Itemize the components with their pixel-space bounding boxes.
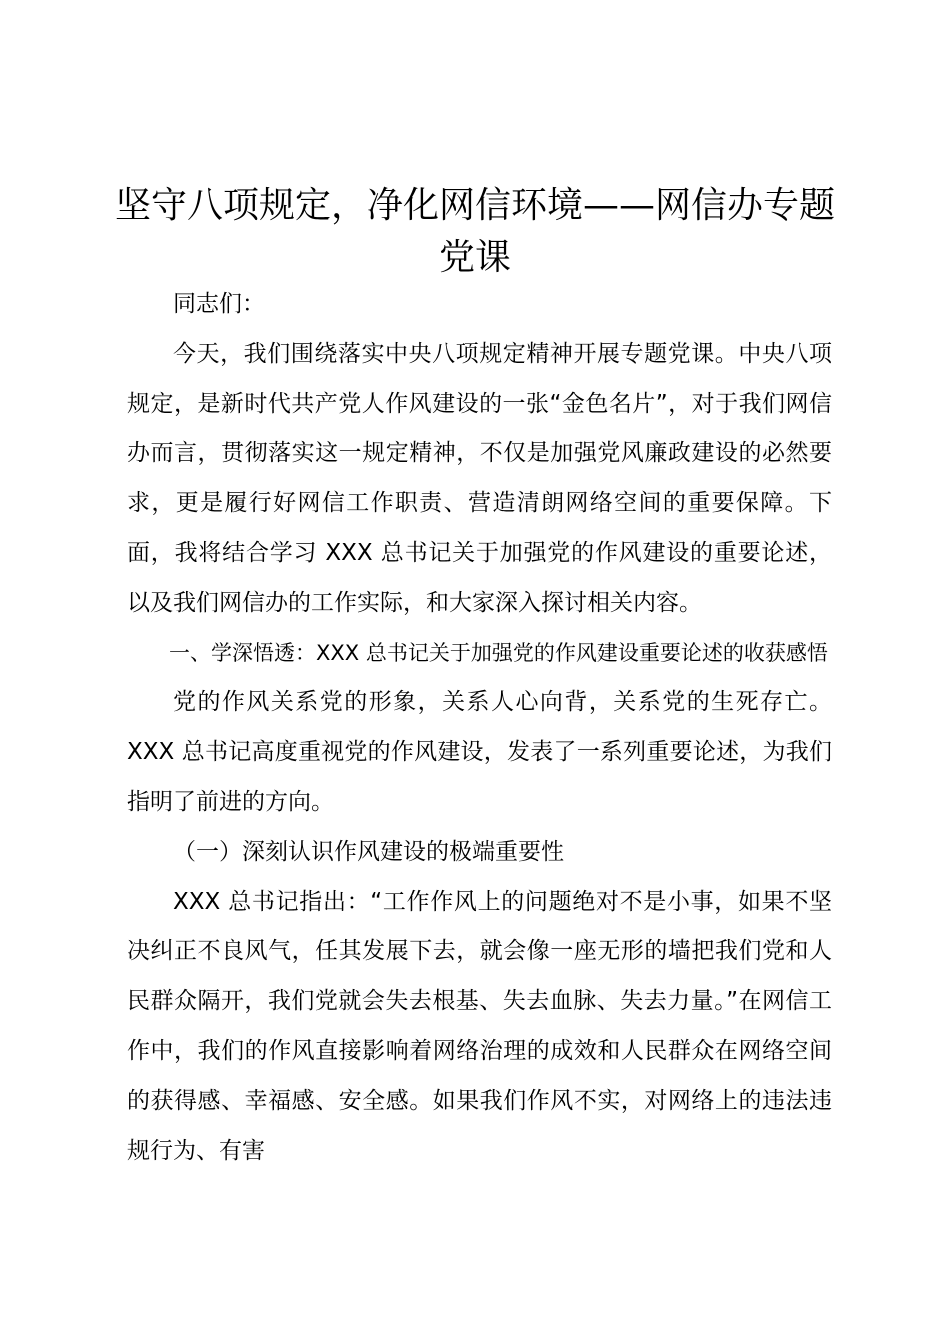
salutation-paragraph: 同志们： — [173, 291, 265, 317]
subsection-1-paragraph: XXX 总书记指出：“工作作风上的问题绝对不是小事，如果不坚决纠正不良风气，任其发展下去，就会像一座无形的墙把我们党和人民群众隔开，我们党就会失去根基、失去血脉、失去力量。”在网信工作中，我们的作风直接影响着网络治理的成效和人民群众在网络空间的获得感、幸福感、安全感。如果我们作风不实，对网络上的违法违规行为、有害 — [127, 888, 832, 1164]
intro-paragraph: 今天，我们围绕落实中央八项规定精神开展专题党课。中央八项规定，是新时代共产党人作风建设的一张“金色名片”，对于我们网信办而言，贯彻落实这一规定精神，不仅是加强党风廉政建设的必然要求，更是履行好网信工作职责、营造清朗网络空间的重要保障。下面，我将结合学习 XXX 总书记关于加强党的作风建设的重要论述，以及我们网信办的工作实际，和大家深入探讨相关内容。 — [127, 340, 832, 616]
subsection-heading-1: （一）深刻认识作风建设的极端重要性 — [173, 838, 564, 865]
document-body — [127, 280, 832, 1176]
section-1-paragraph: 党的作风关系党的形象，关系人心向背，关系党的生死存亡。XXX 总书记高度重视党的作风建设，发表了一系列重要论述，为我们指明了前进的方向。 — [127, 689, 832, 815]
document-title: 坚守八项规定，净化网信环境——网信办专题党课 — [114, 185, 835, 278]
section-heading-1: 一、学深悟透：XXX 总书记关于加强党的作风建设重要论述的收获感悟 — [169, 640, 828, 665]
